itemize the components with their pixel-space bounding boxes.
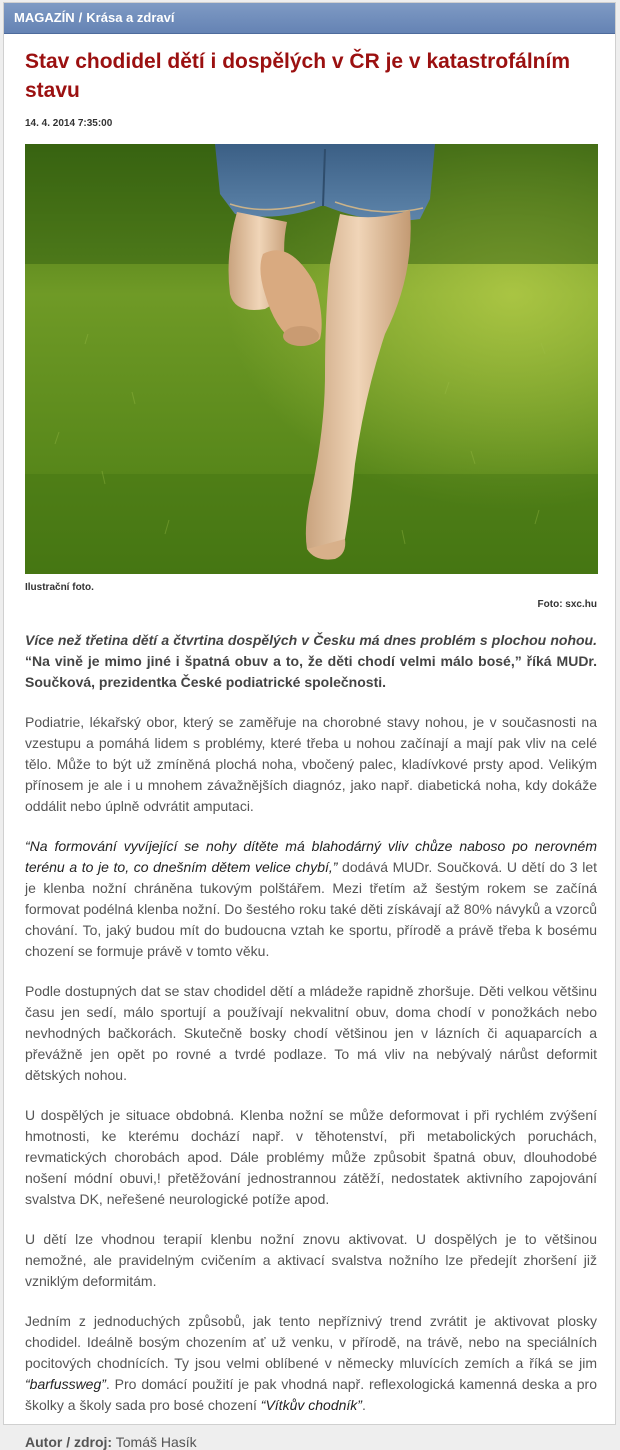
paragraph-4: U dospělých je situace obdobná. Klenba nožní se může deformovat i při rychlém zvýšení hmotnosti, ke kterému dochází např. v těhotenství, při metabolických poruchách, revmatických chorobách apod. Dále problémy může způsobit špatná obuv, dlouhodobé nošení módní obuvi,! přetěžování jednostrannou zátěží, nedostatek aktivního zapojování svalstva DK, neřešené neurologické potíže apod. <box>25 1107 597 1207</box>
article-title: Stav chodidel dětí i dospělých v ČR je v katastrofálním stavu <box>25 50 570 102</box>
author-line <box>25 1434 597 1450</box>
article <box>4 47 615 1450</box>
paragraph-2 <box>25 836 597 962</box>
lead-quote: “Na vině je mimo jiné i špatná obuv a to, že děti chodí velmi málo bosé,” říká MUDr. Součková, prezidentka České podiatrické společnosti. <box>25 653 597 690</box>
photo-legs-on-grass <box>25 144 598 574</box>
paragraph-6 <box>25 1311 597 1416</box>
article-date: 14. 4. 2014 7:35:00 <box>25 118 113 129</box>
paragraph-3: Podle dostupných dat se stav chodidel dětí a mládeže rapidně zhoršuje. Děti velkou většinu času jen sedí, málo sportují a používají nekvalitní obuv, doma chodí v ponožkách nebo nevhodných bačkorách. Skutečně bosky chodí většinou jen v lázních či aquaparcích a převážně jen opět po rovné a tvrdé podlaze. To má vliv na nebývalý nárůst deformit dětských nohou. <box>25 983 597 1083</box>
image-caption: Ilustrační foto. <box>25 582 94 593</box>
page <box>3 2 616 1450</box>
breadcrumb-category-link[interactable]: Krása a zdraví <box>86 10 175 25</box>
paragraph-1: Podiatrie, lékařský obor, který se zaměřuje na chorobné stavy nohou, je v současnosti na vzestupu a pomáhá lidem s problémy, které třeba u nohou začínají a mají pak vliv na celé tělo. Může to být už zmíněná plochá noha, vbočený palec, kladívkové prsty apod. Velikým přínosem je ale i u mnohem závažnějších diagnóz, jako např. diabetická noha, kdy dokáže oddálit nebo úplně odvrátit amputaci. <box>25 714 597 814</box>
paragraph-6-text-c: . <box>361 1397 366 1413</box>
term-vitkuv-chodnik: “Vítkův chodník” <box>260 1397 362 1413</box>
author-label: Autor / zdroj: <box>25 1434 113 1450</box>
paragraph-6-text-b: . Pro domácí použití je pak vhodná např. reflexologická kamenná deska a pro školky a školy sada pro bosé chození <box>25 1376 597 1413</box>
article-lead <box>25 630 597 693</box>
image-credit: Foto: sxc.hu <box>537 599 597 610</box>
author-name: Tomáš Hasík <box>115 1434 197 1450</box>
paragraph-2-text: dodává MUDr. Součková. U dětí do 3 let je klenba nožní chráněna tukovým polštářem. Mezi třetím až šestým rokem se začíná formovat podélná klenba nožní. Do šestého roku také děti získávají až 80% návyků a vzorců chování. To, jaký budou mít do budoucna vztah ke sportu, přírodě a právě třeba k bosému chození se formuje právě v tomto věku. <box>25 859 597 959</box>
breadcrumb-section-link[interactable]: MAGAZÍN <box>14 10 75 25</box>
breadcrumb-separator: / <box>78 10 83 25</box>
lead-intro: Více než třetina dětí a čtvrtina dospělých v Česku má dnes problém s plochou nohou. <box>25 632 597 648</box>
term-barfussweg: “barfussweg” <box>25 1376 106 1392</box>
paragraph-2-quote: “Na formování vyvíjející se nohy dítěte má blahodárný vliv chůze naboso po nerovném terénu a to je to, co dnešním dětem velice chybí,” <box>25 838 597 875</box>
article-photo <box>25 144 598 574</box>
breadcrumb <box>4 3 615 34</box>
paragraph-6-text-a: Jedním z jednoduchých způsobů, jak tento nepříznivý trend zvrátit je aktivovat plosky chodidel. Ideálně bosým chozením ať už venku, v přírodě, na trávě, nebo na speciálních pocitových chodnících. Ty jsou velmi oblíbené v německy mluvících zemích a říká se jim <box>25 1313 597 1371</box>
paragraph-5: U dětí lze vhodnou terapií klenbu nožní znovu aktivovat. U dospělých je to většinou nemožné, ale pravidelným cvičením a aktivací svalstva nožního lze předejít zhoršení již vzniklým deformitám. <box>25 1231 597 1289</box>
